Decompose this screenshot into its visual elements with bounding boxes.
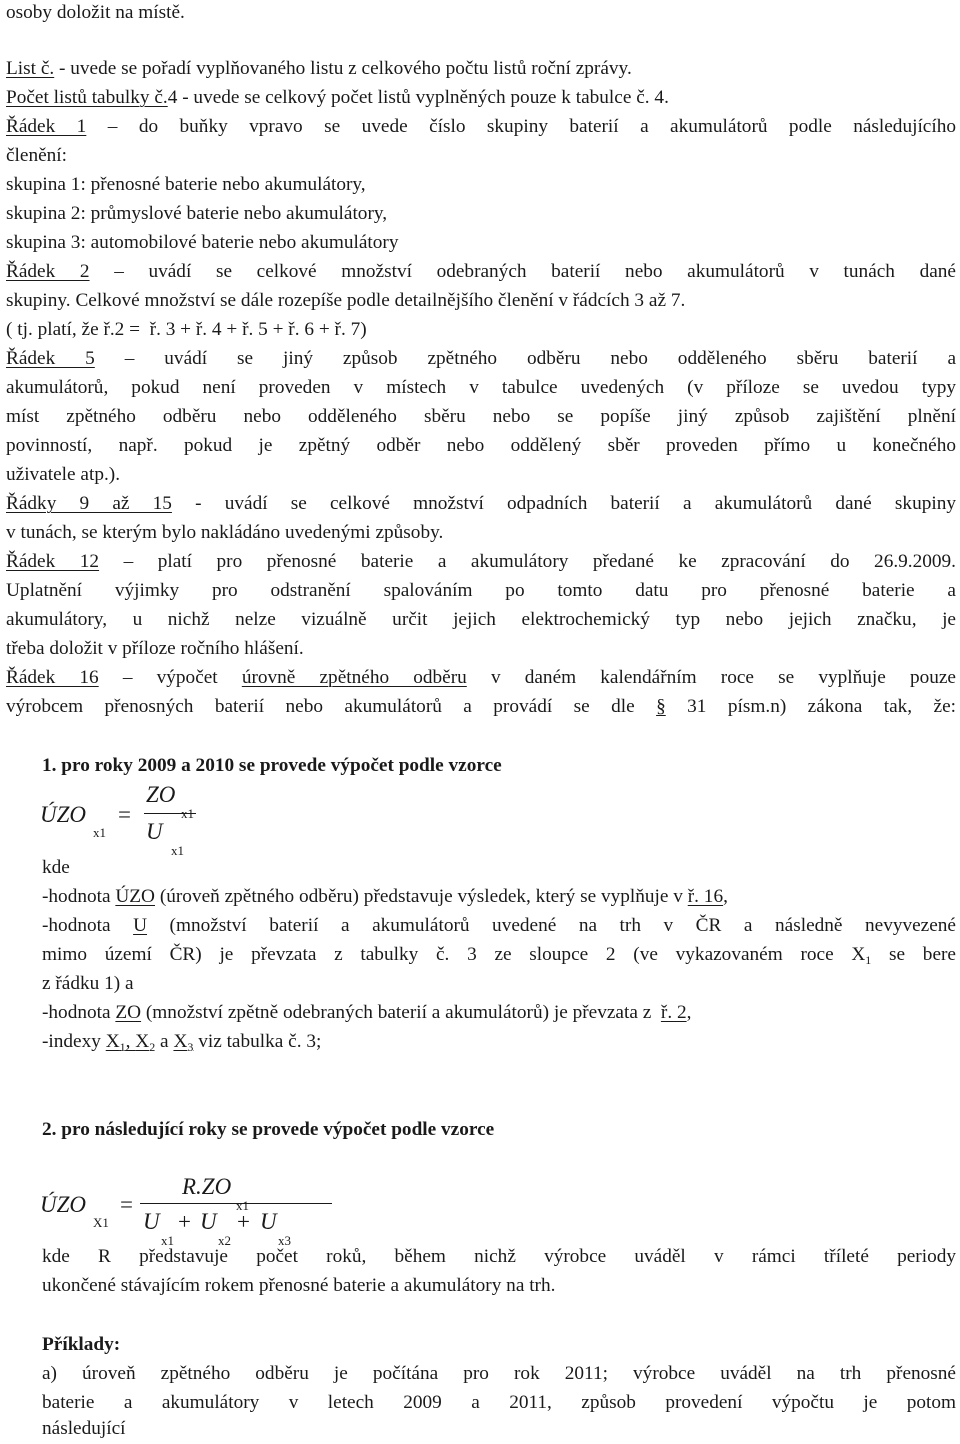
formula-lhs-sub: X1 <box>93 1215 109 1230</box>
line-text: (úroveň zpětného odběru) představuje výsledek, který se vyplňuje v <box>155 886 688 907</box>
text-line: akumulátory, u nichž nelze vizuálně určit jejich elektrochemický typ nebo jejich značku, je <box>6 609 956 630</box>
section-2-heading: 2. pro následující roky se provede výpočet podle vzorce <box>42 1119 495 1140</box>
line-text: -hodnota <box>42 915 134 936</box>
term-radek-12: Řádek 12 <box>6 551 100 572</box>
text-line: uživatele atp.). <box>6 464 121 485</box>
line-text: -indexy <box>42 1031 106 1052</box>
index-x: X <box>135 1031 150 1052</box>
line-text: se bere <box>871 944 956 965</box>
fraction-bar <box>144 813 196 814</box>
text-line: povinností, např. pokud je zpětný odběr nebo oddělený sběr proveden přímo u konečného <box>6 435 956 456</box>
text-line: ukončené stávajícím rokem přenosné baterie a akumulátory na trh. <box>42 1275 556 1296</box>
formula-plus: + <box>178 1209 191 1234</box>
text-line <box>6 257 956 286</box>
text-line: třeba doložit v příloze ročního hlášení. <box>6 638 304 659</box>
text-line: ( tj. platí, že ř.2 = ř. 3 + ř. 4 + ř. 5 + ř. 6 + ř. 7) <box>6 319 367 340</box>
formula-equals: = <box>118 802 131 827</box>
text-line: skupina 2: průmyslové baterie nebo akumulátory, <box>6 203 388 224</box>
text-line <box>6 692 956 721</box>
line-text: a <box>155 1031 174 1052</box>
text-line: míst zpětného odběru nebo odděleného sběru nebo se popíše jiný způsob zajištění plnění <box>6 406 956 427</box>
subscript: 3 <box>187 1040 194 1054</box>
text-line: kde R představuje počet roků, během nichž výrobce uváděl v rámci tříleté periody <box>42 1246 956 1267</box>
term-uroven-odberu: úrovně zpětného odběru <box>241 667 467 688</box>
text-line: osoby doložit na místě. <box>6 2 185 23</box>
formula-numerator-sub: x1 <box>236 1198 249 1213</box>
text-line <box>42 998 691 1027</box>
term-index-x3 <box>173 1031 193 1052</box>
term-radek-16: Řádek 16 <box>6 667 99 688</box>
text-line <box>6 112 956 141</box>
term-pocet-listu: Počet listů tabulky č. <box>6 87 168 108</box>
formula-denominator-sub: x1 <box>171 843 184 858</box>
subscript: 1 <box>119 1040 126 1054</box>
line-text: (množství baterií a akumulátorů uvedené na trh v ČR a následně nevyvezené <box>147 915 956 936</box>
formula-equals: = <box>120 1192 133 1217</box>
line-text: - uvede se pořadí vyplňovaného listu z celkového počtu listů roční zprávy. <box>54 58 632 79</box>
text-line <box>42 1027 321 1056</box>
formula-denominator: U <box>146 819 163 844</box>
text-line: z řádku 1) a <box>42 973 134 994</box>
formula-lhs: ÚZO <box>40 802 87 827</box>
text-line: následující <box>42 1418 126 1439</box>
text-line <box>42 940 956 969</box>
line-text: – uvádí se celkové množství odebraných baterií nebo akumulátorů v tunách dané <box>89 261 956 282</box>
line-text: mimo území ČR) je převzata z tabulky č. 3 ze sloupce 2 (ve vykazovaném roce X <box>42 944 866 965</box>
line-text: (množství zpětně odebraných baterií a akumulátorů) je převzata z <box>141 1002 661 1023</box>
term-radek-1: Řádek 1 <box>6 116 87 137</box>
line-text: , <box>686 1002 692 1023</box>
text-line: skupiny. Celkové množství se dále rozepíše podle detailnějšího členění v řádcích 3 až 7. <box>6 290 686 311</box>
fraction-bar <box>140 1203 332 1204</box>
text-line: kde <box>42 857 70 878</box>
line-text: 4 - uvede se celkový počet listů vyplněných pouze k tabulce č. 4. <box>167 87 669 108</box>
text-line: a) úroveň zpětného odběru je počítána pro rok 2011; výrobce uváděl na trh přenosné <box>42 1363 956 1384</box>
text-line: skupina 3: automobilové baterie nebo akumulátory <box>6 232 399 253</box>
text-line <box>6 344 956 373</box>
subscript: 2 <box>149 1040 156 1054</box>
line-text: – do buňky vpravo se uvede číslo skupiny baterií a akumulátorů podle následujícího <box>86 116 957 137</box>
section-1-heading: 1. pro roky 2009 a 2010 se provede výpočet podle vzorce <box>42 755 502 776</box>
line-text: v daném kalendářním roce se vyplňuje pouze <box>466 667 956 688</box>
text-line: baterie a akumulátory v letech 2009 a 2011, způsob provedení výpočtu je potom <box>42 1392 956 1413</box>
text-line: v tunách, se kterým bylo nakládáno uvedenými způsoby. <box>6 522 444 543</box>
text-line <box>42 882 728 911</box>
formula-den-u3: U <box>260 1209 277 1234</box>
formula-plus: + <box>237 1209 250 1234</box>
line-text: – platí pro přenosné baterie a akumulátory předané ke zpracování do 26.9.2009. <box>99 551 957 572</box>
line-text: výrobcem přenosných baterií nebo akumulátorů a provádí se dle <box>6 696 657 717</box>
separator: , <box>125 1031 136 1052</box>
formula-numerator: ZO <box>146 782 176 807</box>
line-text: - uvádí se celkové množství odpadních baterií a akumulátorů dané skupiny <box>171 493 956 514</box>
line-text: -hodnota <box>42 1002 116 1023</box>
line-text: -hodnota <box>42 886 116 907</box>
formula-den-sub1: x1 <box>161 1233 174 1248</box>
text-line <box>6 489 956 518</box>
formula-numerator-sub: x1 <box>181 806 194 821</box>
line-text: – uvádí se jiný způsob zpětného odběru nebo odděleného sběru baterií a <box>94 348 956 369</box>
formula-lhs: ÚZO <box>40 1192 87 1217</box>
text-line: Uplatnění výjimky pro odstranění spalováním po tomto datu pro přenosné baterie a <box>6 580 956 601</box>
term-indexes <box>106 1031 156 1052</box>
subscript: 1 <box>865 953 872 967</box>
term-r16: ř. 16 <box>687 886 724 907</box>
line-text: , <box>723 886 728 907</box>
formula-numerator: R.ZO <box>182 1174 232 1199</box>
term-r2: ř. 2 <box>660 1002 687 1023</box>
formula-den-sub3: x3 <box>278 1233 291 1248</box>
text-line <box>6 547 956 576</box>
term-radek-5: Řádek 5 <box>6 348 95 369</box>
term-radky-9-15: Řádky 9 až 15 <box>6 493 172 514</box>
term-uzo: ÚZO <box>115 886 155 907</box>
text-line: skupina 1: přenosné baterie nebo akumulátory, <box>6 174 366 195</box>
formula-den-sub2: x2 <box>218 1233 231 1248</box>
formula-den-u2: U <box>200 1209 217 1234</box>
term-list: List č. <box>6 58 55 79</box>
text-line: členění: <box>6 145 68 166</box>
line-text: – výpočet <box>98 667 242 688</box>
line-text: 31 písm.n) zákona tak, že: <box>665 696 956 717</box>
index-x: X <box>105 1031 120 1052</box>
examples-heading: Příklady: <box>42 1334 121 1355</box>
text-line <box>6 663 956 692</box>
formula-lhs-sub: x1 <box>93 825 106 840</box>
formula-2 <box>40 1170 340 1250</box>
index-x: X <box>173 1031 188 1052</box>
text-line: akumulátorů, pokud není proveden v místech v tabulce uvedených (v příloze se uvedou typy <box>6 377 956 398</box>
term-u: U <box>133 915 148 936</box>
term-radek-2: Řádek 2 <box>6 261 90 282</box>
text-line <box>6 83 669 112</box>
formula-den-u1: U <box>143 1209 160 1234</box>
text-line <box>6 54 632 83</box>
term-zo: ZO <box>115 1002 142 1023</box>
text-line <box>42 911 956 940</box>
formula-1 <box>40 780 300 860</box>
section-sign: § <box>656 696 666 717</box>
line-text: viz tabulka č. 3; <box>193 1031 322 1052</box>
